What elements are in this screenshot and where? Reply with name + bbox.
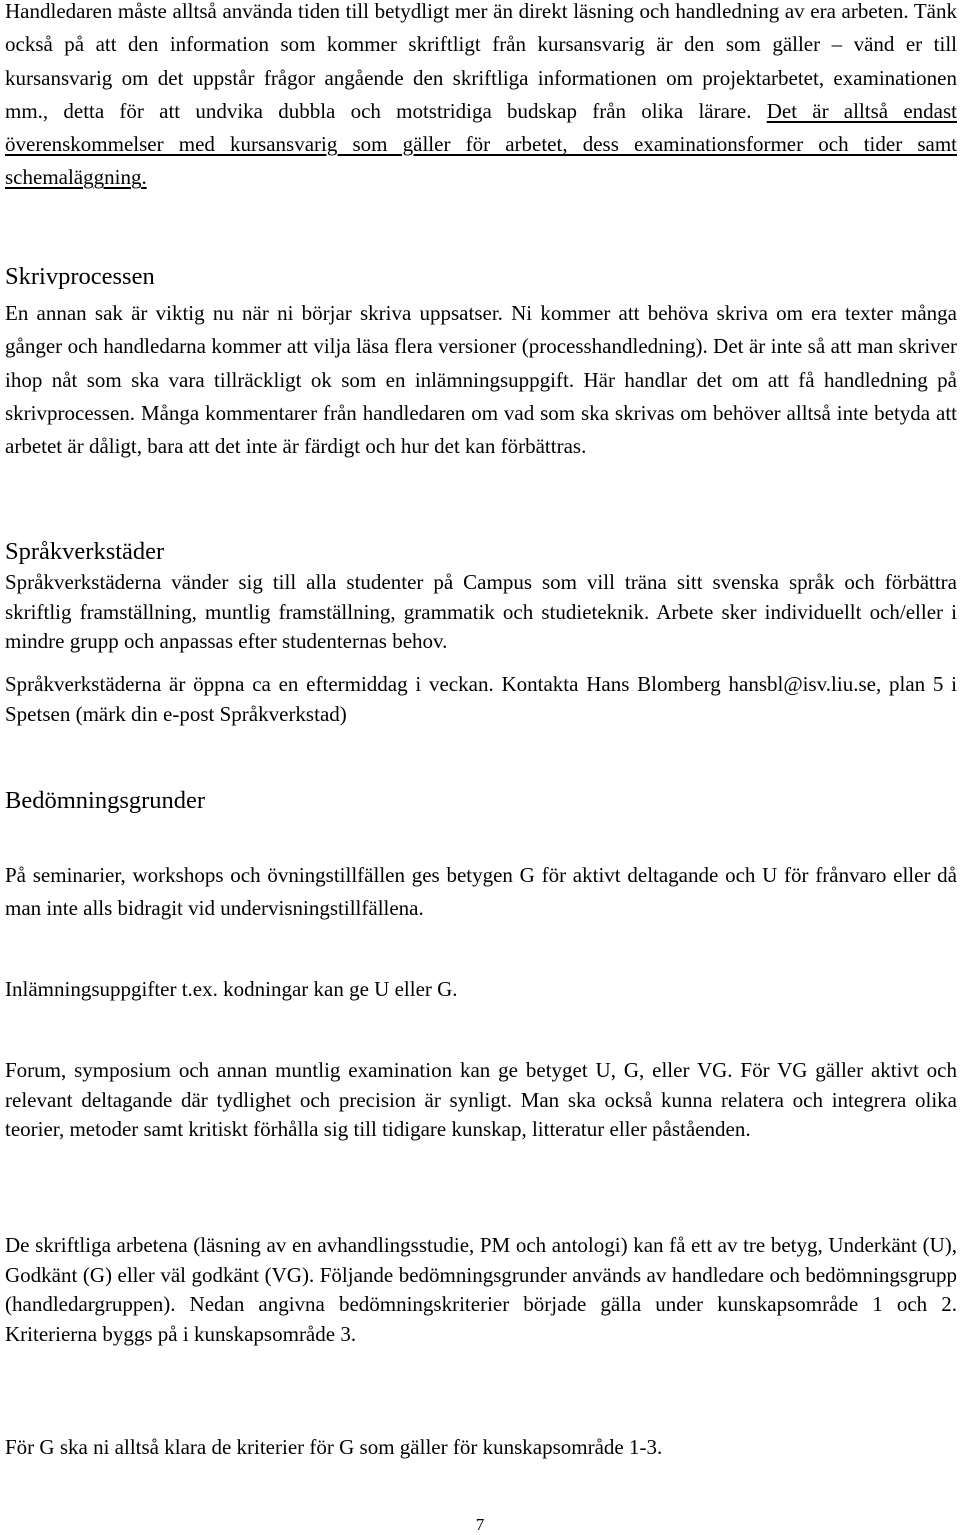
bedomning-paragraph-seminarier: På seminarier, workshops och övningstillfällen ges betygen G för aktivt deltagande och U för frånvaro eller då man inte alls bidragit vid undervisningstillfällena. xyxy=(5,863,957,921)
sprakverkstader-paragraph-2: Språkverkstäderna är öppna ca en eftermiddag i veckan. Kontakta Hans Blomberg hansbl@isv.liu.se, plan 5 i Spetsen (märk din e-post Språkverkstad) xyxy=(5,672,957,726)
bedomning-paragraph-inlamningsuppgifter: Inlämningsuppgifter t.ex. kodningar kan ge U eller G. xyxy=(5,977,458,1001)
section-heading-sprakverkstader: Språkverkstäder xyxy=(5,538,165,565)
bedomning-paragraph-kriterier-g: För G ska ni alltså klara de kriterier för G som gäller för kunskapsområde 1-3. xyxy=(5,1435,663,1459)
skrivprocessen-paragraph: En annan sak är viktig nu när ni börjar skriva uppsatser. Ni kommer att behöva skriva om era texter många gånger och handledarna kommer att vilja läsa flera versioner (processhandledning). Det är inte så att man skriver ihop nåt som ska vara tillräckligt ok som en inlämningsuppgift. Här handlar det om att få handledning på skrivprocessen. Många kommentarer från handledaren om vad som ska skrivas om behöver alltså inte betyda att arbetet är dåligt, bara att det inte är färdigt och hur det kan förbättras. xyxy=(5,301,957,459)
section-heading-bedomningsgrunder: Bedömningsgrunder xyxy=(5,787,206,814)
intro-text: Handledaren måste alltså använda tiden till betydligt mer än direkt läsning och handledning av era arbeten. Tänk också på att den information som kommer skriftligt från kursansvarig är den som gäller – vänd er till kursansvarig om det uppstår frågor angående den skriftliga informationen om projektarbetet, examinationen mm., detta för att undvika dubbla och motstridiga budskap från olika lärare. xyxy=(5,0,957,123)
section-heading-skrivprocessen: Skrivprocessen xyxy=(5,263,155,290)
sprakverkstader-paragraph-1: Språkverkstäderna vänder sig till alla studenter på Campus som vill träna sitt svenska språk och förbättra skriftlig framställning, muntlig framställning, grammatik och studieteknik. Arbete sker individuellt och/eller i mindre grupp och anpassas efter studenternas behov. xyxy=(5,570,957,653)
bedomning-paragraph-skriftliga-arbeten: De skriftliga arbetena (läsning av en avhandlingsstudie, PM och antologi) kan få ett av tre betyg, Underkänt (U), Godkänt (G) eller väl godkänt (VG). Följande bedömningsgrunder används av handledare och bedömningsgrupp (handledargruppen). Nedan angivna bedömningskriterier började gälla under kunskapsområde 1 och 2. Kriterierna byggs på i kunskapsområde 3. xyxy=(5,1233,957,1346)
intro-paragraph xyxy=(5,0,957,195)
bedomning-paragraph-forum: Forum, symposium och annan muntlig examination kan ge betyget U, G, eller VG. För VG gäller aktivt och relevant deltagande där tydlighet och precision är synligt. Man ska också kunna relatera och integrera olika teorier, metoder samt kritiskt förhålla sig till tidigare kunskap, litteratur eller påståenden. xyxy=(5,1058,957,1141)
intro-underlined-text: Det är alltså endast överenskommelser med kursansvarig som gäller för arbetet, dess examinationsformer och tider samt schemaläggning. xyxy=(5,98,957,190)
page-number: 7 xyxy=(475,1515,485,1534)
